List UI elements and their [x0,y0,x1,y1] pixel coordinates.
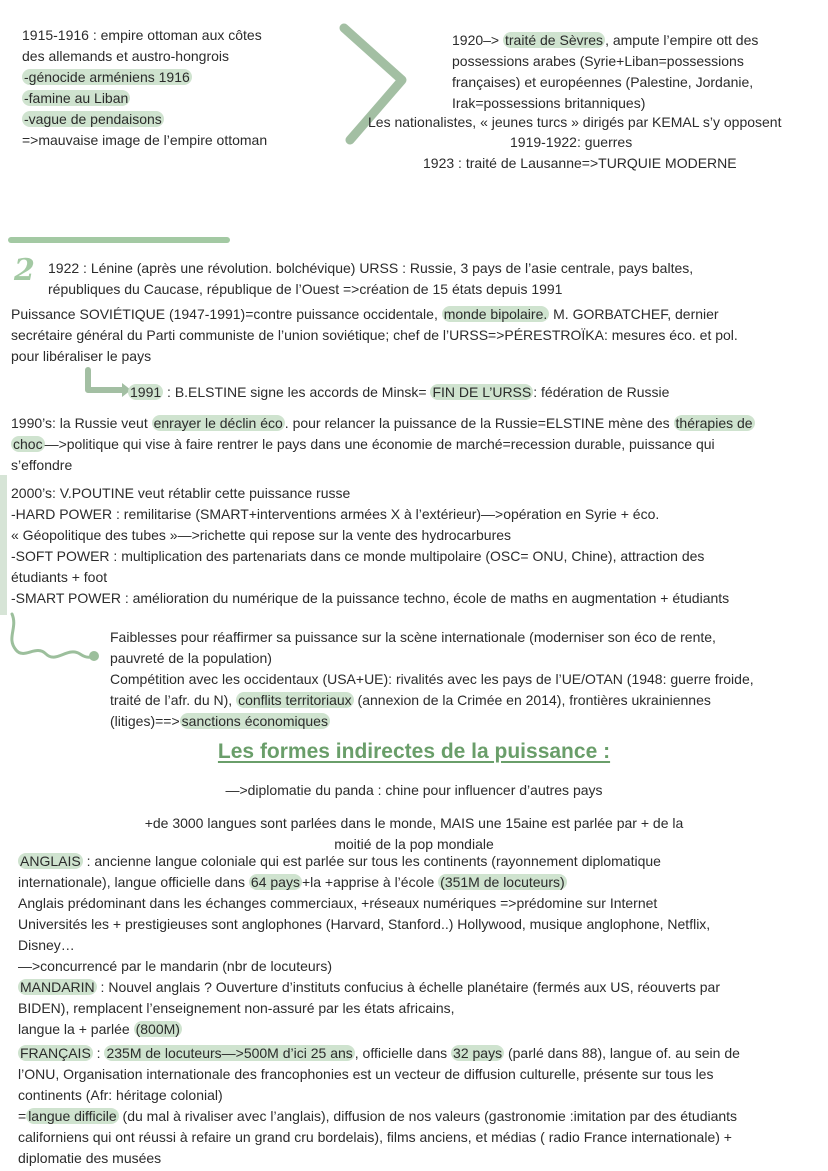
text-line: françaises) et européennes (Palestine, Jordanie, [452,74,754,90]
bracket-bar [0,475,7,615]
languages-intro [60,813,768,855]
section-divider [8,237,230,243]
highlight: langue difficile [28,1108,117,1124]
highlight: 32 pays [453,1045,503,1061]
text: (annexion de la Crimée en 2014), frontières ukrainiennes [353,692,711,708]
end-of-ussr [128,382,818,403]
arrow-down-right-icon [82,366,132,402]
text-line: +de 3000 langues sont parlées dans le monde, MAIS une 15aine est parlée par + de la [144,815,684,831]
highlight: -génocide arméniens 1916 [24,69,190,85]
highlight: FIN DE L’URSS [432,384,532,400]
text: : Nouvel anglais ? Ouverture d’instituts confucius à échelle planétaire (fermés aux US, réouverts par [96,979,720,995]
highlight: MANDARIN [20,979,95,995]
highlight: traité de Sèvres [505,32,604,48]
panda-diplomacy: —>diplomatie du panda : chine pour influencer d’autres pays [225,782,603,798]
text: langue la + parlée [18,1021,134,1037]
text-line: Compétition avec les occidentaux (USA+UE): rivalités avec les pays de l’UE/OTAN (1948: guerre froide, [110,671,754,687]
text-line: Faiblesses pour réaffirmer sa puissance sur la scène internationale (moderniser son éco de rente, [110,629,716,645]
text: : fédération de Russie [533,384,670,400]
text-line: Disney… [18,937,75,953]
highlight: sanctions économiques [181,713,328,729]
text-line: étudiants + foot [11,569,108,585]
text: 1990’s: la Russie veut [11,415,152,431]
text-line: des allemands et austro-hongrois [22,48,230,64]
text-line: —>concurrencé par le mandarin (nbr de locuteurs) [18,958,332,974]
french-section [18,1043,823,1169]
mandarin-section [18,977,823,1040]
text: = [18,1108,27,1124]
squiggle-arrow-icon [2,610,102,670]
text-line: possessions arabes (Syrie+Liban=possessions [452,53,744,69]
text-line: 2000’s: V.POUTINE veut rétablir cette puissance russe [11,485,351,501]
russia-weaknesses [110,627,822,732]
highlight: 1991 [130,384,162,400]
highlight: FRANÇAIS [20,1045,91,1061]
text: Puissance SOVIÉTIQUE (1947-1991)=contre puissance occidentale, [11,306,442,322]
highlight: enrayer le déclin éco [153,415,283,431]
text: : ancienne langue coloniale qui est parlée sur tous les continents (rayonnement diplomatique [82,853,661,869]
highlight: (351M de locuteurs) [440,874,565,890]
text-line: pour libéraliser le pays [11,348,152,364]
text: , officielle dans [354,1045,452,1061]
title-text: Les formes indirectes de la puissance : [217,740,611,763]
text: . pour relancer la puissance de la Russie=ELSTINE mène des [284,415,674,431]
highlight: conflits territoriaux [238,692,352,708]
text: internationale), langue officielle dans [18,874,249,890]
lausanne-line: 1923 : traité de Lausanne=>TURQUIE MODERNE [423,155,737,171]
text-line: 1915-1916 : empire ottoman aux côtes [22,27,262,43]
text: —>politique qui vise à faire rentrer le pays dans une économie de marché=recession durable, puissance qui [44,436,715,452]
text: traité de l’afr. du N), [110,692,237,708]
nationalists-line: Les nationalistes, « jeunes turcs » dirigés par KEMAL s’y opposent [368,114,782,130]
text-line: Anglais prédominant dans les échanges commerciaux, +réseaux numériques =>prédomine sur Internet [18,895,658,911]
soviet-power [11,304,826,367]
text-line: pauvreté de la population) [110,650,272,666]
text: (parlé dans 88), langue of. au sein de [504,1045,740,1061]
highlight: 64 pays [250,874,300,890]
text-line: -SMART POWER : amélioration du numérique de la puissance techno, école de maths en augmentation + étudiants [11,590,730,606]
text-line: républiques du Caucase, république de l’Ouest =>création de 15 états depuis 1991 [48,281,563,297]
ussr-creation [48,258,823,300]
text-line: =>mauvaise image de l’empire ottoman [22,132,268,148]
highlight: monde bipolaire. [443,306,548,322]
highlight: thérapies de [675,415,753,431]
text: M. GORBATCHEF, dernier [549,306,719,322]
text: : B.ELSTINE signe les accords de Minsk= [163,384,431,400]
highlight: (800M) [135,1021,180,1037]
text-line: Irak=possessions britanniques) [452,95,646,111]
ottoman-notes [22,25,342,151]
highlight: -famine au Liban [24,90,129,106]
text: +la +apprise à l’école [301,874,439,890]
text-line: californiens qui ont réussi à refaire un grand cru bordelais), films anciens, et médias ( radio France internationale) + [18,1129,732,1145]
text-line: BIDEN), remplacent l’enseignement non-assuré par les états africains, [18,1000,455,1016]
highlight: ANGLAIS [20,853,81,869]
highlight: 235M de locuteurs—>500M d’ici 25 ans [106,1045,353,1061]
text-line: 1922 : Lénine (après une révolution. bolchévique) URSS : Russie, 3 pays de l’asie centrale, pays baltes, [48,260,694,276]
text: , ampute l’empire ott des [605,32,759,48]
text-line: l’ONU, Organisation internationale des francophonies est un vecteur de diffusion culturelle, présente sur tous les [18,1066,714,1082]
section-title [0,740,828,764]
text-line: continents (Afr: héritage colonial) [18,1087,223,1103]
text-line: Universités les + prestigieuses sont anglophones (Harvard, Stanford..) Hollywood, musique anglophone, Netflix, [18,916,711,932]
text-line: moitié de la pop mondiale [334,836,494,852]
highlight: -vague de pendaisons [24,111,162,127]
text-line: « Géopolitique des tubes »—>richette qui repose sur la vente des hydrocarbures [11,527,512,543]
text: 1920–> [452,32,503,48]
section-number: 2 [14,253,35,288]
text-line: s’effondre [11,457,73,473]
text: : [92,1045,105,1061]
highlight: choc [13,436,43,452]
putin-power [11,483,826,609]
text-line: secrétaire général du Parti communiste de l’union soviétique; chef de l’URSS=>PÉRESTROÏKA: mesures éco. et pol. [11,327,738,343]
wars-line: 1919-1922: guerres [510,134,633,150]
text-line: -SOFT POWER : multiplication des partenariats dans ce monde multipolaire (OSC= ONU, Chine), attraction des [11,548,705,564]
text: (litiges)==> [110,713,180,729]
text-line: -HARD POWER : remilitarise (SMART+interventions armées X à l’extérieur)—>opération en Syrie + éco. [11,506,660,522]
russia-1990s [11,413,826,476]
text: (du mal à rivaliser avec l’anglais), diffusion de nos valeurs (gastronomie :imitation par des étudiants [118,1108,738,1124]
text-line: diplomatie des musées [18,1150,162,1166]
english-section [18,851,823,977]
sevres-notes [452,30,822,114]
